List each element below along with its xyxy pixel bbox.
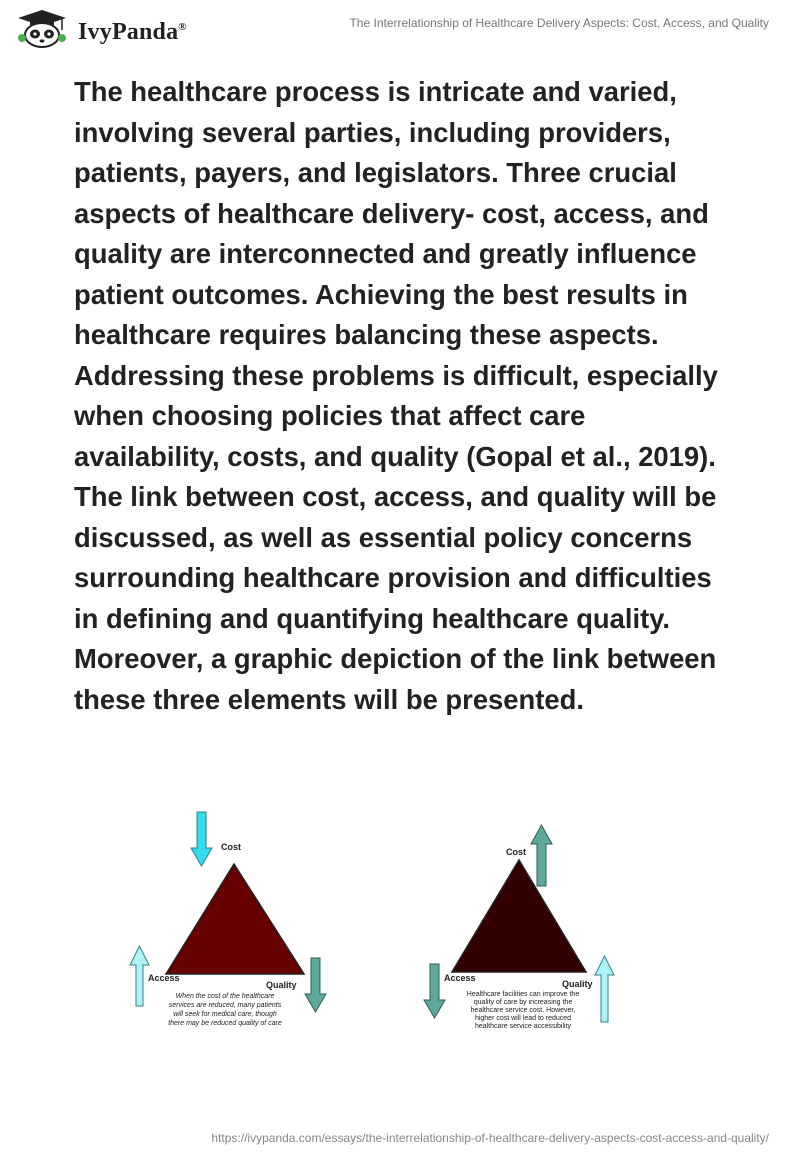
right-access-label: Access xyxy=(444,973,476,983)
left-cost-label: Cost xyxy=(221,842,241,852)
quality-up-arrow-icon xyxy=(595,956,614,1022)
right-caption-line-5: healthcare service accessibility xyxy=(474,1023,572,1030)
brand-name: IvyPanda® xyxy=(78,19,187,45)
left-caption-line-4: there may be reduced quality of care xyxy=(168,1020,282,1027)
access-down-arrow-icon xyxy=(424,964,445,1018)
right-caption-line-1: Healthcare facilities can improve the xyxy=(466,991,580,998)
access-up-arrow-icon xyxy=(130,946,149,1006)
left-caption-line-2: services are reduced, many patients xyxy=(168,1002,282,1009)
cost-down-arrow-icon xyxy=(191,812,212,866)
right-caption-line-2: quality of care by increasing the xyxy=(473,999,573,1006)
cost-up-arrow-icon xyxy=(531,825,552,886)
panda-graduate-icon xyxy=(14,8,70,48)
left-triangle xyxy=(166,864,304,974)
page-header xyxy=(0,0,800,52)
right-caption-line-3: healthcare service cost. However, xyxy=(470,1007,576,1014)
source-url-link[interactable]: https://ivypanda.com/essays/the-interrelationship-of-healthcare-delivery-aspects-cost-access-and-quality/ xyxy=(211,1131,769,1145)
right-quality-label: Quality xyxy=(562,979,593,989)
cost-access-quality-diagram xyxy=(0,800,800,1060)
left-caption-line-3: will seek for medical care, though xyxy=(173,1011,277,1018)
document-title: The Interrelationship of Healthcare Delivery Aspects: Cost, Access, and Quality xyxy=(349,16,769,30)
left-caption-line-1: When the cost of the healthcare xyxy=(175,993,275,1000)
right-triangle xyxy=(452,860,586,972)
right-panel xyxy=(424,825,614,1030)
right-cost-label: Cost xyxy=(506,847,526,857)
left-quality-label: Quality xyxy=(266,980,297,990)
left-panel xyxy=(130,812,326,1027)
body-paragraph: The healthcare process is intricate and varied, involving several parties, including providers, patients, payers, and legislators. Three crucial aspects of healthcare delivery- cost, access, and quality are interconnected and greatly influence patient outcomes. Achieving the best results in healthcare requires balancing these aspects. Addressing these problems is difficult, especially when choosing policies that affect care availability, costs, and quality (Gopal et al., 2019). The link between cost, access, and quality will be discussed, as well as essential policy concerns surrounding healthcare provision and difficulties in defining and quantifying healthcare quality. Moreover, a graphic depiction of the link between these three elements will be presented. xyxy=(74,76,726,715)
ivypanda-logo[interactable] xyxy=(14,8,214,48)
quality-down-arrow-icon xyxy=(305,958,326,1012)
right-caption-line-4: higher cost will lead to reduced xyxy=(474,1015,572,1022)
left-access-label: Access xyxy=(148,973,180,983)
